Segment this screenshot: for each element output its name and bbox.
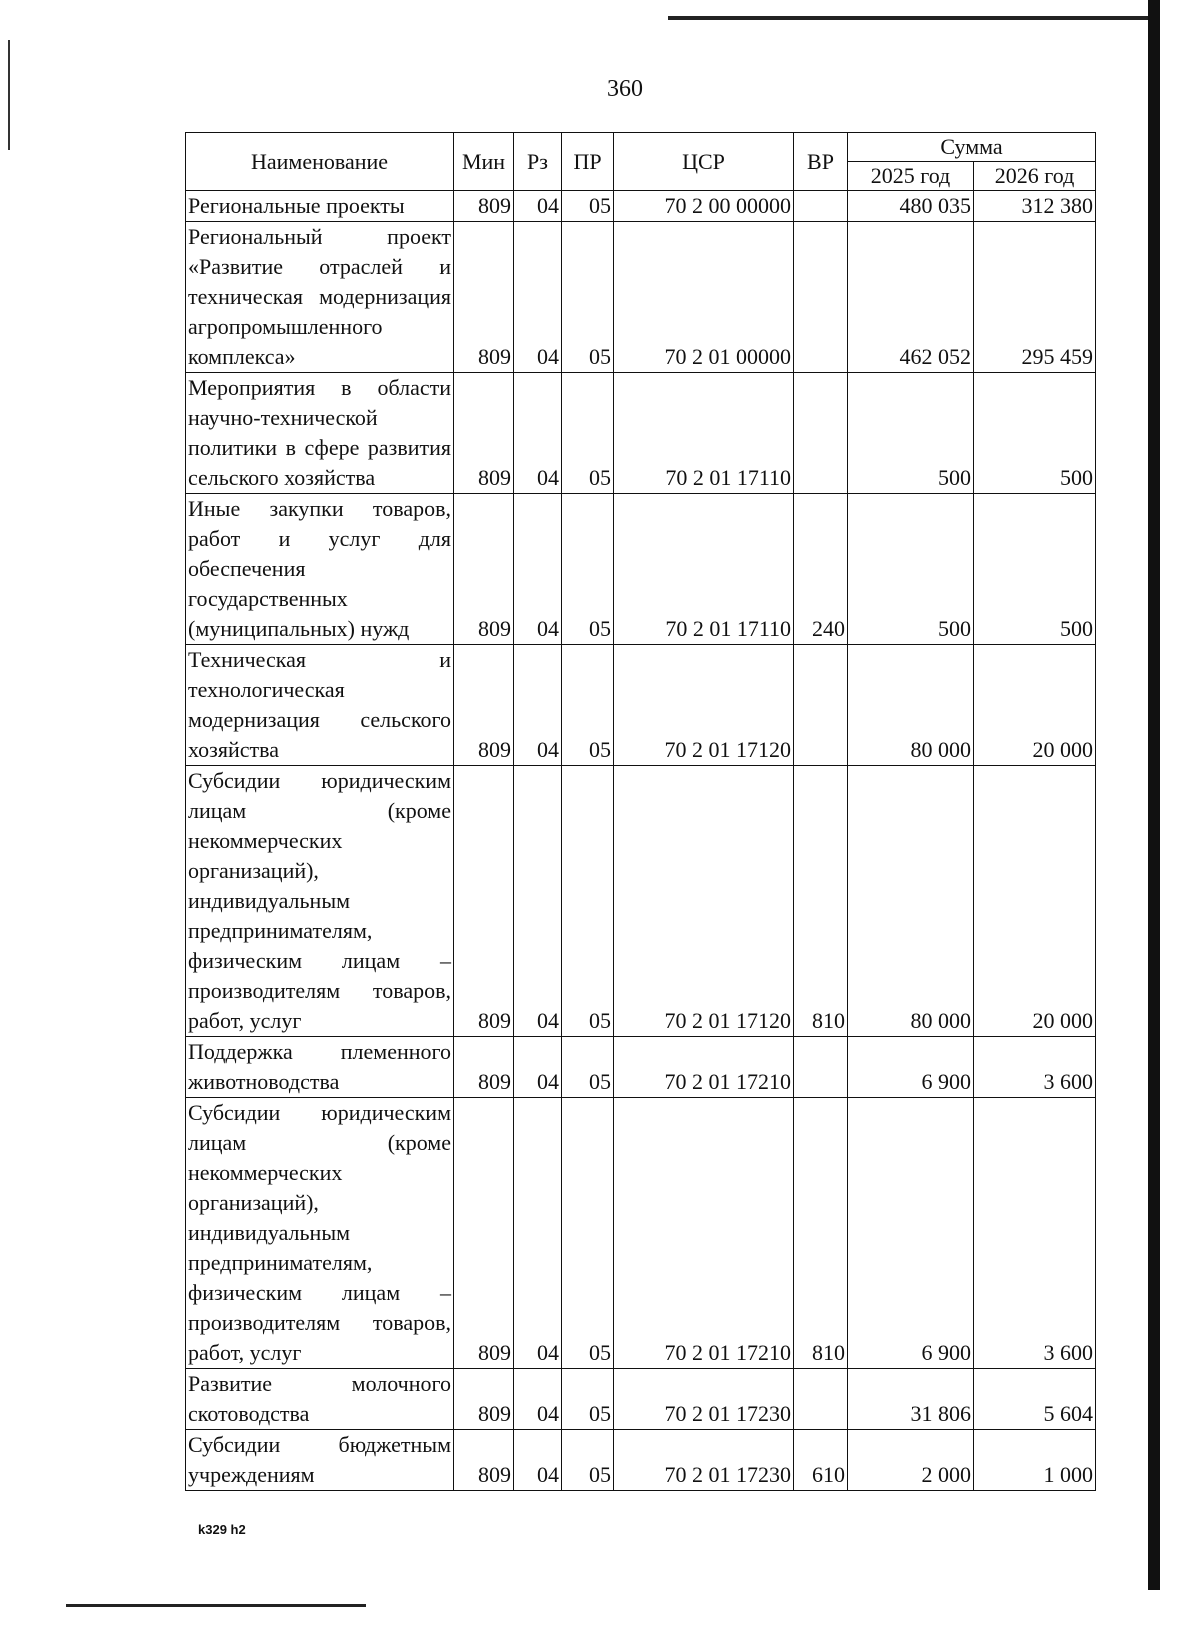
table-row — [186, 645, 1096, 766]
cell-2026: 295 459 — [974, 222, 1096, 373]
table-row — [186, 1098, 1096, 1369]
cell-csr: 70 2 01 17110 — [614, 494, 794, 645]
cell-min: 809 — [454, 222, 514, 373]
cell-pr: 05 — [562, 1369, 614, 1430]
cell-2025: 80 000 — [848, 766, 974, 1037]
cell-vr — [794, 191, 848, 222]
cell-pr: 05 — [562, 645, 614, 766]
cell-csr: 70 2 01 17110 — [614, 373, 794, 494]
header-vr: ВР — [794, 133, 848, 191]
cell-vr: 240 — [794, 494, 848, 645]
cell-name: Развитие молочного скотоводства — [186, 1369, 454, 1430]
cell-name: Субсидии юридическим лицам (кроме некоммерческих организаций), индивидуальным предпринимателям, физическим лицам – производителям товаров, работ, услуг — [186, 1098, 454, 1369]
cell-vr — [794, 1369, 848, 1430]
cell-rz: 04 — [514, 1037, 562, 1098]
cell-2026: 312 380 — [974, 191, 1096, 222]
cell-csr: 70 2 01 17230 — [614, 1430, 794, 1491]
cell-vr — [794, 222, 848, 373]
header-csr: ЦСР — [614, 133, 794, 191]
scan-edge-bottom — [66, 1604, 366, 1607]
cell-csr: 70 2 01 17230 — [614, 1369, 794, 1430]
header-sum: Сумма — [848, 133, 1096, 162]
cell-rz: 04 — [514, 645, 562, 766]
scan-edge-right — [1148, 0, 1160, 1590]
cell-pr: 05 — [562, 191, 614, 222]
header-min: Мин — [454, 133, 514, 191]
cell-min: 809 — [454, 494, 514, 645]
header-year-2026: 2026 год — [974, 162, 1096, 191]
cell-pr: 05 — [562, 1037, 614, 1098]
cell-vr — [794, 1037, 848, 1098]
cell-pr: 05 — [562, 222, 614, 373]
table-row — [186, 222, 1096, 373]
header-pr: ПР — [562, 133, 614, 191]
header-rz: Рз — [514, 133, 562, 191]
cell-2025: 462 052 — [848, 222, 974, 373]
cell-name: Региональный проект «Развитие отраслей и техническая модернизация агропромышленного комплекса» — [186, 222, 454, 373]
table-row — [186, 494, 1096, 645]
scan-edge-top — [668, 16, 1148, 20]
cell-rz: 04 — [514, 1369, 562, 1430]
cell-pr: 05 — [562, 373, 614, 494]
cell-min: 809 — [454, 645, 514, 766]
table-row — [186, 373, 1096, 494]
cell-rz: 04 — [514, 191, 562, 222]
cell-pr: 05 — [562, 1098, 614, 1369]
cell-min: 809 — [454, 766, 514, 1037]
table-header-row — [186, 133, 1096, 162]
cell-pr: 05 — [562, 766, 614, 1037]
cell-csr: 70 2 01 17210 — [614, 1098, 794, 1369]
cell-name: Иные закупки товаров, работ и услуг для обеспечения государственных (муниципальных) нужд — [186, 494, 454, 645]
header-year-2025: 2025 год — [848, 162, 974, 191]
cell-min: 809 — [454, 373, 514, 494]
cell-min: 809 — [454, 191, 514, 222]
header-name: Наименование — [186, 133, 454, 191]
cell-2025: 31 806 — [848, 1369, 974, 1430]
cell-vr: 610 — [794, 1430, 848, 1491]
cell-min: 809 — [454, 1037, 514, 1098]
cell-name: Субсидии юридическим лицам (кроме некоммерческих организаций), индивидуальным предпринимателям, физическим лицам – производителям товаров, работ, услуг — [186, 766, 454, 1037]
cell-vr: 810 — [794, 1098, 848, 1369]
cell-2026: 500 — [974, 494, 1096, 645]
table-row — [186, 1037, 1096, 1098]
cell-2026: 5 604 — [974, 1369, 1096, 1430]
cell-2025: 500 — [848, 494, 974, 645]
cell-csr: 70 2 00 00000 — [614, 191, 794, 222]
cell-vr: 810 — [794, 766, 848, 1037]
cell-name: Региональные проекты — [186, 191, 454, 222]
cell-csr: 70 2 01 17120 — [614, 766, 794, 1037]
cell-rz: 04 — [514, 373, 562, 494]
cell-vr — [794, 645, 848, 766]
cell-2026: 20 000 — [974, 645, 1096, 766]
cell-2026: 3 600 — [974, 1037, 1096, 1098]
cell-name: Поддержка племенного животноводства — [186, 1037, 454, 1098]
table-row — [186, 191, 1096, 222]
cell-min: 809 — [454, 1430, 514, 1491]
cell-name: Субсидии бюджетным учреждениям — [186, 1430, 454, 1491]
cell-csr: 70 2 01 17210 — [614, 1037, 794, 1098]
footer-code: k329 h2 — [198, 1522, 246, 1537]
cell-csr: 70 2 01 17120 — [614, 645, 794, 766]
cell-2026: 1 000 — [974, 1430, 1096, 1491]
cell-2025: 6 900 — [848, 1098, 974, 1369]
cell-2025: 6 900 — [848, 1037, 974, 1098]
page-number: 360 — [607, 76, 643, 102]
cell-2025: 80 000 — [848, 645, 974, 766]
cell-pr: 05 — [562, 494, 614, 645]
table-body — [186, 191, 1096, 1491]
cell-rz: 04 — [514, 1430, 562, 1491]
table-row — [186, 766, 1096, 1037]
table-row — [186, 1369, 1096, 1430]
budget-table — [185, 132, 1096, 1491]
cell-2025: 500 — [848, 373, 974, 494]
cell-rz: 04 — [514, 1098, 562, 1369]
cell-min: 809 — [454, 1098, 514, 1369]
cell-2025: 480 035 — [848, 191, 974, 222]
cell-min: 809 — [454, 1369, 514, 1430]
cell-name: Техническая и технологическая модернизация сельского хозяйства — [186, 645, 454, 766]
table-row — [186, 1430, 1096, 1491]
cell-name: Мероприятия в области научно-технической политики в сфере развития сельского хозяйства — [186, 373, 454, 494]
cell-rz: 04 — [514, 222, 562, 373]
cell-csr: 70 2 01 00000 — [614, 222, 794, 373]
cell-2026: 20 000 — [974, 766, 1096, 1037]
cell-pr: 05 — [562, 1430, 614, 1491]
cell-2026: 500 — [974, 373, 1096, 494]
cell-rz: 04 — [514, 766, 562, 1037]
cell-2025: 2 000 — [848, 1430, 974, 1491]
cell-vr — [794, 373, 848, 494]
cell-rz: 04 — [514, 494, 562, 645]
cell-2026: 3 600 — [974, 1098, 1096, 1369]
